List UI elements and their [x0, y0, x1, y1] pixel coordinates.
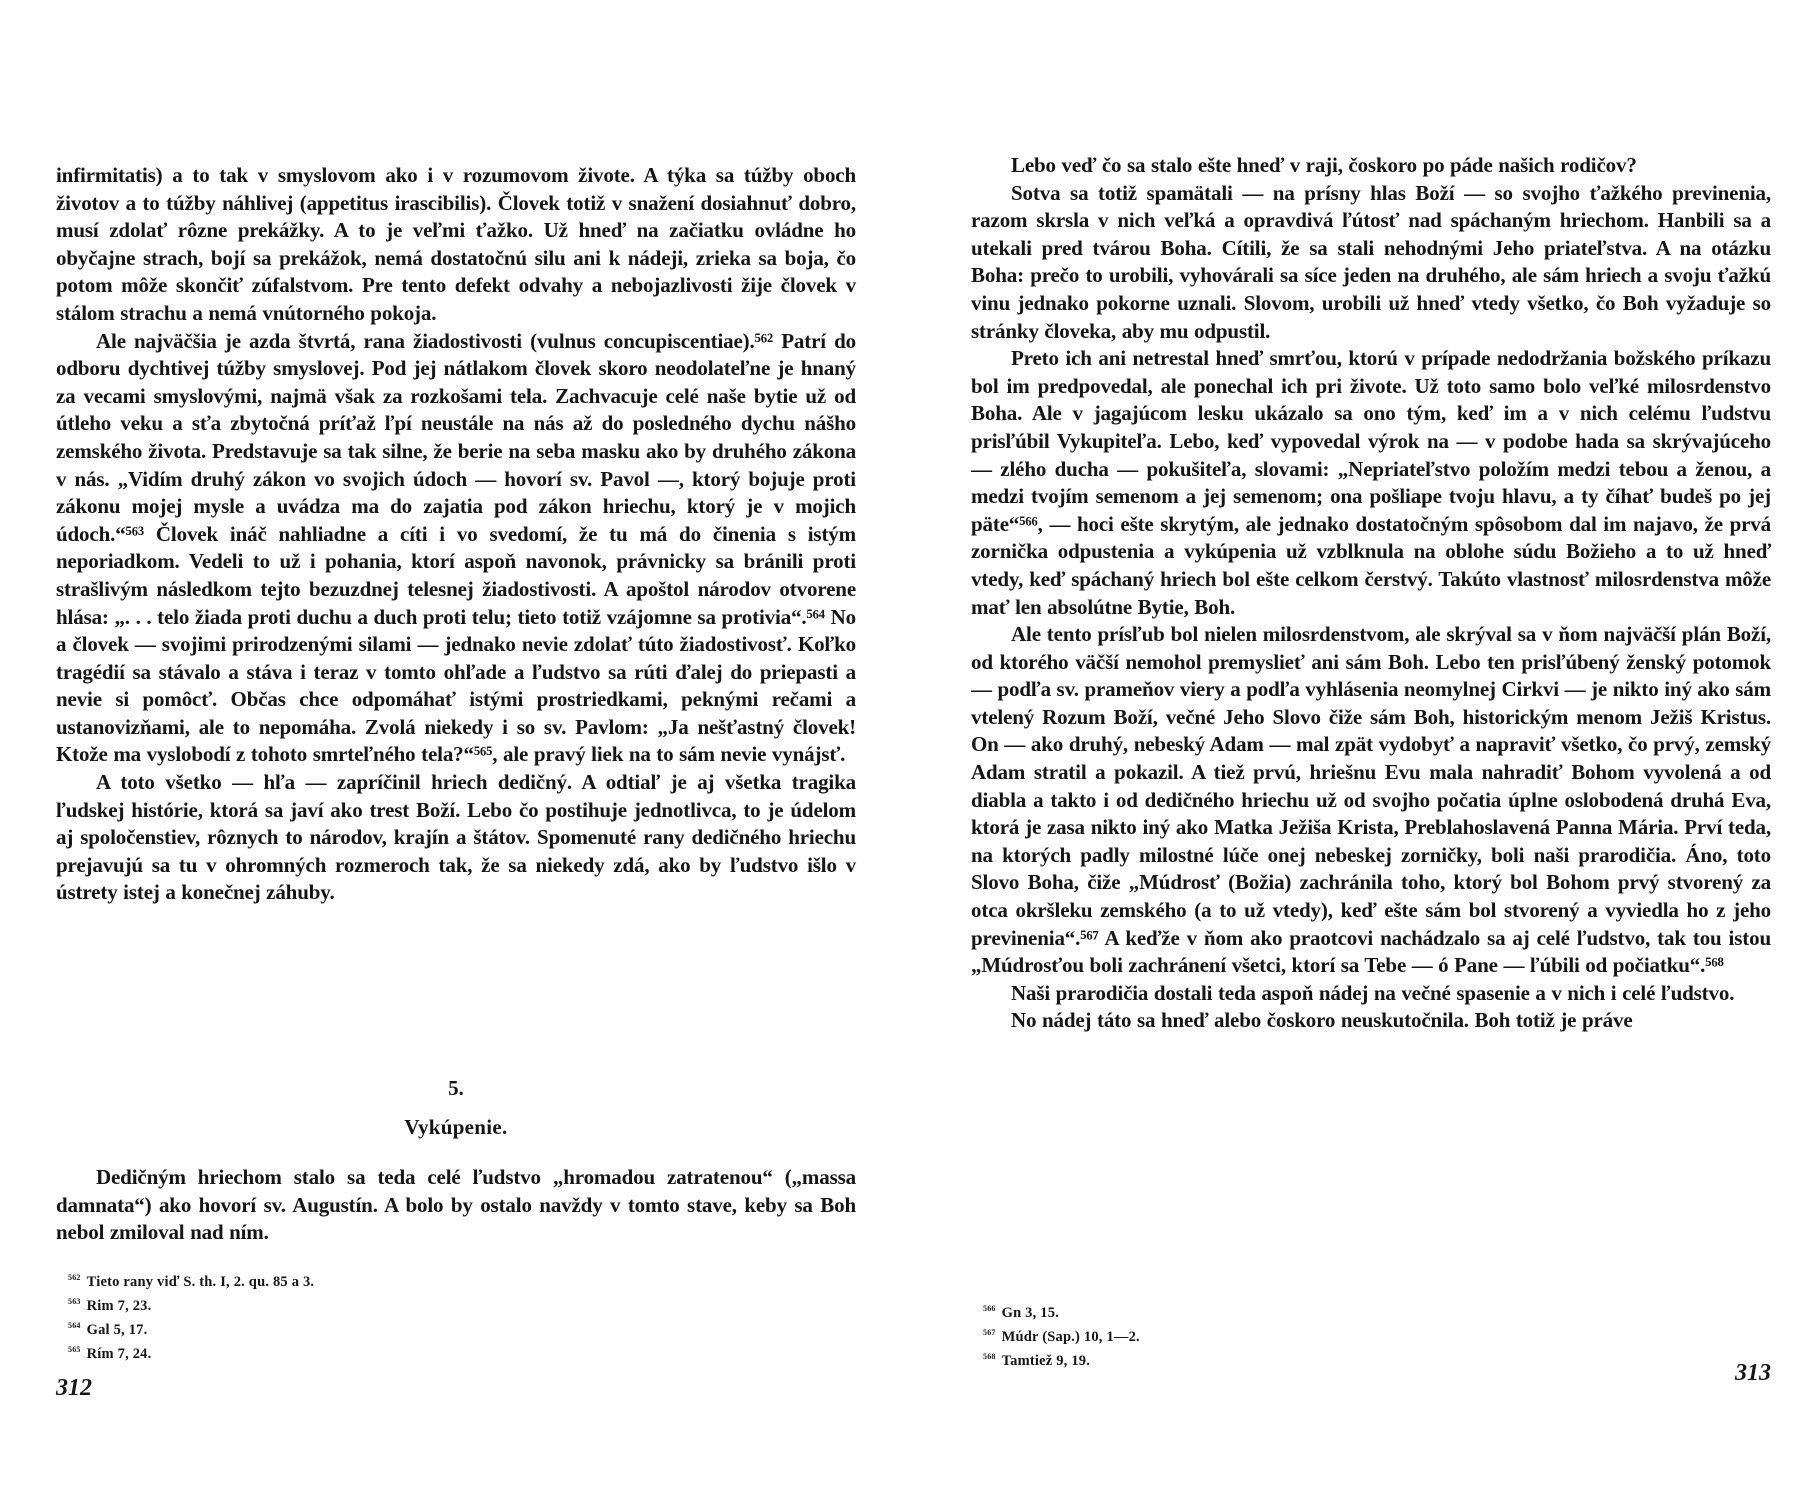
footnote — [971, 1323, 1471, 1347]
paragraph: Naši prarodičia dostali teda aspoň nádej na večné spasenie a v nich i celé ľudstvo. — [1011, 980, 1735, 1005]
page-number: 313 — [1735, 1360, 1771, 1386]
footnote — [971, 1347, 1471, 1371]
footnotes — [971, 1299, 1471, 1371]
footnote-text: Múdr (Sap.) 10, 1—2. — [1001, 1328, 1140, 1345]
paragraph: No nádej táto sa hneď alebo čoskoro neuskutočnila. Boh totiž je práve — [1011, 1008, 1633, 1033]
paragraph: Ale najväčšia je azda štvrtá, rana žiadostivosti (vulnus concupiscentiae).⁵⁶² Patrí do odboru dychtivej túžby smyslovej. Pod jej nátlakom človek skoro neodolateľne je hnaný za vecami smyslovými, najmä však za rozkošami tela. Zachvacuje celé naše bytie už od útleho veku a sťa zbytočná príťaž ľpí neustále na nás až do posledného dychu nášho zemského života. Predstavuje sa tak silne, že berie na seba masku ako by druhého zákona v nás. „Vidím druhý zákon vo svojich údoch — hovorí sv. Pavol —, ktorý bojuje proti zákonu mojej mysle a uvádza ma do zajatia pod zákon hriechu, ktorý je v mojich údoch.“⁵⁶³ Človek ináč nahliadne a cíti i vo svedomí, že tu má do činenia s istým neporiadkom. Vedeli to už i pohania, ktorí aspoň navonok, právnicky sa bránili proti strašlivým následkom tejto bezuzdnej telesnej žiadostivosti. A apoštol národov otvorene hlása: „. . . telo žiada proti duchu a duch proti telu; tieto totiž vzájomne sa protivia“.⁵⁶⁴ No a človek — svojimi prirodzenými silami — jednako nevie zdolať túto žiadostivosť. Koľko tragédií sa stávalo a stáva i teraz v tomto ohľade a ľudstvo sa rúti ďalej do priepasti a nevie si pomôcť. Občas chce odpomáhať istými prostriedkami, peknými rečami a ustanovizňami, ale to nepomáha. Zvolá niekedy i so sv. Pavlom: „Ja nešťastný človek! Ktože ma vyslobodí z tohoto smrteľného tela?“⁵⁶⁵, ale pravý liek na to sám nevie vynájsť. — [56, 328, 856, 767]
footnote-mark: 568 — [983, 1352, 996, 1362]
page-number-text: 312 — [56, 1375, 92, 1401]
footnote-text: Rim 7, 23. — [86, 1297, 152, 1314]
footnote — [56, 1268, 556, 1292]
footnote-text: Rím 7, 24. — [86, 1345, 152, 1362]
footnotes — [56, 1268, 556, 1364]
footnote-mark: 564 — [68, 1321, 81, 1331]
right-body-text — [971, 152, 1771, 1035]
footnote — [56, 1340, 556, 1364]
section-body — [56, 1164, 856, 1247]
paragraph: A toto všetko — hľa — zapríčinil hriech dedičný. A odtiaľ je aj všetka tragika ľudskej histórie, ktorá sa javí ako trest Boží. Lebo čo postihuje jednotlivca, to je údelom aj spoločenstiev, rôznych to národov, krajín a štátov. Spomenuté rany dedičného hriechu prejavujú sa tu v ohromných rozmeroch tak, že sa niekedy zdá, ako by ľudstvo išlo v ústrety istej a konečnej záhuby. — [56, 770, 856, 905]
paragraph: infirmitatis) a to tak v smyslovom ako i v rozumovom živote. A týka sa túžby oboch životov a to túžby náhlivej (appetitus irascibilis). Človek totiž v snažení dosiahnuť dobro, musí zdolať rôzne prekážky. A to je veľmi ťažko. Už hneď na začiatku ovládne ho obyčajne strach, bojí sa prekážok, nemá dostatočnú silu ani k nádeji, zrieka sa boja, čo potom môže skončiť zúfalstvom. Pre tento defekt odvahy a nebojazlivosti žije človek v stálom strachu a nemá vnútorného pokoja. — [56, 163, 856, 325]
footnote-text: Tieto rany viď S. th. I, 2. qu. 85 a 3. — [86, 1273, 315, 1290]
page-number — [56, 1375, 92, 1401]
footnote-mark: 563 — [68, 1297, 81, 1307]
footnote-mark: 567 — [983, 1328, 996, 1338]
paragraph: Preto ich ani netrestal hneď smrťou, ktorú v prípade nedodržania božského príkazu bol im predpovedal, ale ponechal ich pri živote. Už toto samo bolo veľké milosrdenstvo Boha. Ale v jagajúcom lesku ukázalo sa ono tým, keď im a v nich celému ľudstvu prisľúbil Vykupiteľa. Lebo, keď vypovedal výrok na — v podobe hada sa skrývajúceho — zlého ducha — pokušiteľa, slovami: „Nepriateľstvo položím medzi tebou a ženou, a medzi tvojím semenom a jej semenom; ona pošliape tvoju hlavu, a ty číhať budeš po jej päte“⁵⁶⁶, — hoci ešte skrytým, ale jednako dostatočným spôsobom dal im najavo, že prvá zornička odpustenia a vykúpenia už vzblknula na oblohe súdu Božieho a to už hneď vtedy, keď spáchaný hriech bol ešte celkom čerstvý. Takúto vlastnosť milosrdenstva môže mať len absolútne Bytie, Boh. — [971, 346, 1771, 619]
footnote-mark: 562 — [68, 1273, 81, 1282]
footnote-text: Gal 5, 17. — [86, 1321, 148, 1338]
paragraph: Dedičným hriechom stalo sa teda celé ľudstvo „hromadou zatratenou“ („massa damnata“) ako hovorí sv. Augustín. A bolo by ostalo navždy v tomto stave, keby sa Boh nebol zmiloval nad ním. — [56, 1165, 856, 1245]
footnote-mark: 566 — [983, 1304, 996, 1313]
footnote-text: Gn 3, 15. — [1001, 1304, 1060, 1321]
paragraph: Sotva sa totiž spamätali — na prísny hlas Boží — so svojho ťažkého previnenia, razom skrsla v nich veľká a opravdivá ľútosť nad spáchaným hriechom. Hanbili sa a utekali pred tvárou Boha. Cítili, že sa stali nehodnými Jeho priateľstva. A na otázku Boha: prečo to urobili, vyhovárali sa síce jeden na druhého, ale sám hriech a svoju ťažkú vinu jednako pokorne uznali. Slovom, urobili už hneď vtedy všetko, čo Boh vyžaduje so stránky človeka, aby mu odpustil. — [971, 180, 1771, 343]
paragraph: Ale tento prísľub bol nielen milosrdenstvom, ale skrýval sa v ňom najväčší plán Boží, od ktorého väčší nemohol premyslieť ani sám Boh. Lebo ten prisľúbený ženský potomok — podľa sv. prameňov viery a podľa vyhlásenia neomylnej Cirkvi — je nikto iný ako sám vtelený Rozum Boží, večné Jeho Slovo čiže sám Boh, historickým menom Ježiš Kristus. On — ako druhý, nebeský Adam — mal zpät vydobyť a napraviť všetko, čo prvý, zemský Adam stratil a pokazil. A tiež prvú, hriešnu Evu mala nahradiť Bohom vyvolená a od diabla a takto i od dedičného hriechu už od svojho počatia úplne oslobodená druhá Eva, ktorá je zasa nikto iný ako Matka Ježiša Krista, Preblahoslavená Panna Mária. Prví teda, na ktorých padly milostné lúče onej nebeskej zorničky, boli naši prarodičia. Áno, toto Slovo Boha, čiže „Múdrosť (Božia) zachránila toho, ktorý bol Bohom prvý stvorený za otca okršleku zemského (a to už vtedy), keď ešte sám bol stvorený a vyviedla ho z jeho previnenia“.⁵⁶⁷ A keďže v ňom ako praotcovi nachádzalo sa aj celé ľudstvo, tak tou istou „Múdrosťou boli zachránení všetci, ktorí sa Tebe — ó Pane — ľúbili od počiatku“.⁵⁶⁸ — [971, 622, 1771, 978]
section-title: Vykúpenie. — [404, 1115, 508, 1139]
paragraph: Lebo veď čo sa stalo ešte hneď v raji, čoskoro po páde našich rodičov? — [1011, 153, 1637, 177]
footnote — [56, 1316, 556, 1340]
footnote — [56, 1292, 556, 1316]
footnote-mark: 565 — [68, 1345, 81, 1355]
footnote-text: Tamtiež 9, 19. — [1001, 1352, 1091, 1369]
left-body-text — [56, 162, 856, 907]
section-number: 5. — [448, 1076, 464, 1100]
footnote — [971, 1299, 1471, 1323]
